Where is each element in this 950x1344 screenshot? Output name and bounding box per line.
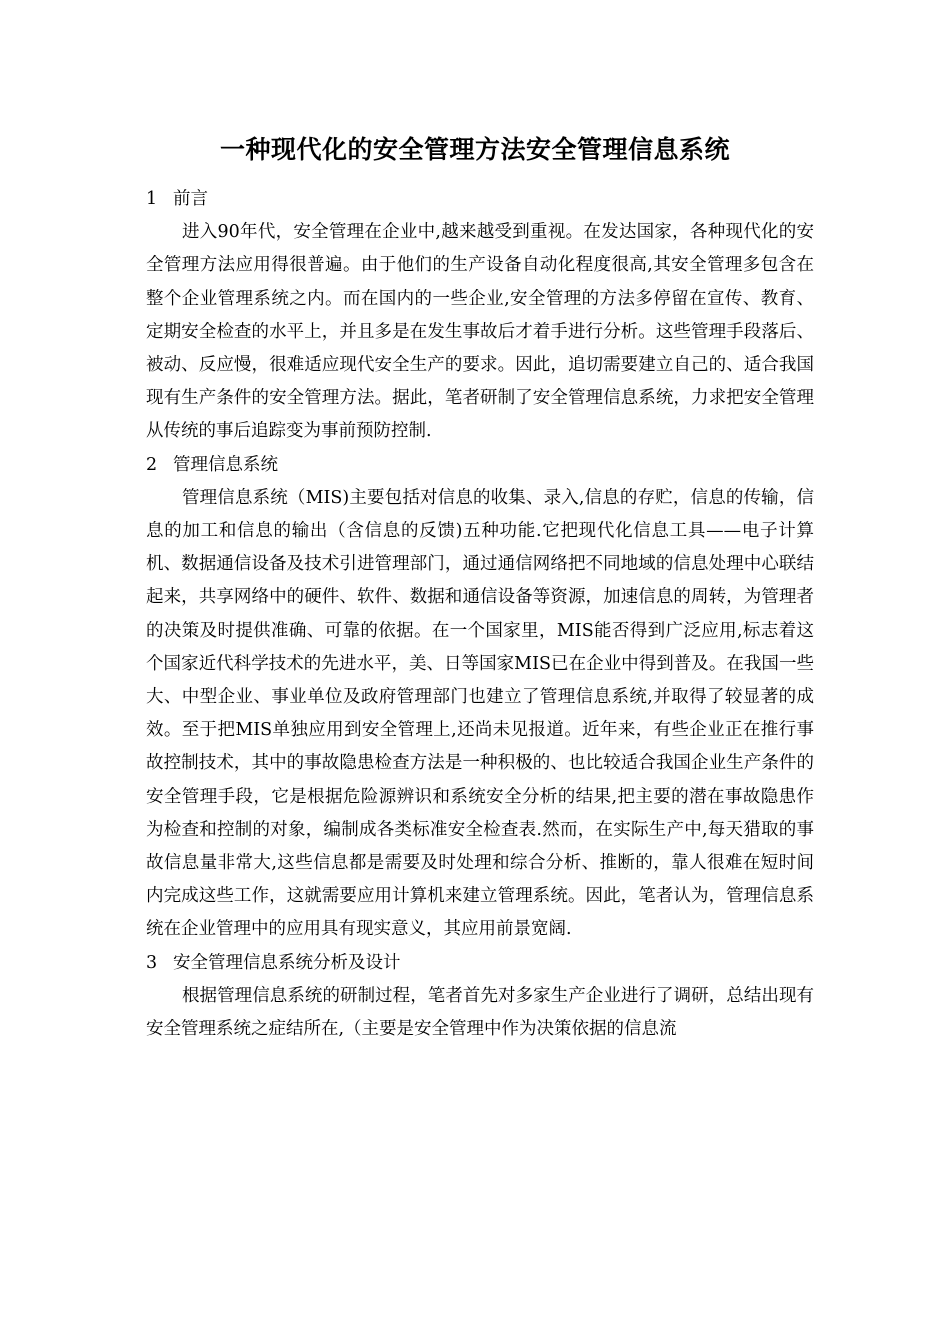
section-title: 前言 bbox=[173, 189, 208, 209]
document-title: 一种现代化的安全管理方法安全管理信息系统 bbox=[219, 135, 730, 164]
document-body bbox=[146, 183, 814, 1046]
section-number: 1 bbox=[146, 189, 158, 209]
section-paragraph-1: 进入90年代，安全管理在企业中,越来越受到重视。在发达国家，各种现代化的安全管理方法应用得很普遍。由于他们的生产设备自动化程度很高,其安全管理多包含在整个企业管理系统之内。而在国内的一些企业,安全管理的方法多停留在宣传、教育、定期安全检查的水平上，并且多是在发生事故后才着手进行分析。这些管理手段落后、被动、反应慢，很难适应现代安全生产的要求。因此，追切需要建立自己的、适合我国现有生产条件的安全管理方法。据此，笔者研制了安全管理信息系统，力求把安全管理从传统的事后追踪变为事前预防控制. bbox=[146, 222, 814, 442]
section-title: 安全管理信息系统分析及设计 bbox=[173, 952, 401, 973]
section-title: 管理信息系统 bbox=[173, 454, 278, 475]
section-paragraph-2: 管理信息系统（MIS)主要包括对信息的收集、录入,信息的存贮，信息的传输，信息的加工和信息的输出（含信息的反馈)五种功能.它把现代化信息工具——电子计算机、数据通信设备及技术引进管理部门，通过通信网络把不同地域的信息处理中心联结起来，共享网络中的硬件、软件、数据和通信设备等资源，加速信息的周转，为管理者的决策及时提供准确、可靠的依据。在一个国家里，MIS能否得到广泛应用,标志着这个国家近代科学技术的先进水平，美、日等国家MIS已在企业中得到普及。在我国一些大、中型企业、事业单位及政府管理部门也建立了管理信息系统,并取得了较显著的成效。至于把MIS单独应用到安全管理上,还尚未见报道。近年来，有些企业正在推行事故控制技术，其中的事故隐患检查方法是一种积极的、也比较适合我国企业生产条件的安全管理手段，它是根据危险源辨识和系统安全分析的结果,把主要的潜在事故隐患作为检查和控制的对象，编制成各类标准安全检查表.然而，在实际生产中,每天猎取的事故信息量非常大,这些信息都是需要及时处理和综合分析、推断的，靠人很难在短时间内完成这些工作，这就需要应用计算机来建立管理系统。因此，笔者认为，管理信息系统在企业管理中的应用具有现实意义，其应用前景宽阔. bbox=[146, 487, 814, 940]
section-number: 2 bbox=[146, 454, 158, 475]
section-number: 3 bbox=[146, 952, 158, 973]
section-heading-3 bbox=[146, 947, 814, 980]
section-heading-2 bbox=[146, 449, 814, 482]
section-heading-1 bbox=[146, 183, 814, 216]
section-paragraph-3: 根据管理信息系统的研制过程，笔者首先对多家生产企业进行了调研，总结出现有安全管理系统之症结所在,（主要是安全管理中作为决策依据的信息流 bbox=[146, 985, 814, 1040]
